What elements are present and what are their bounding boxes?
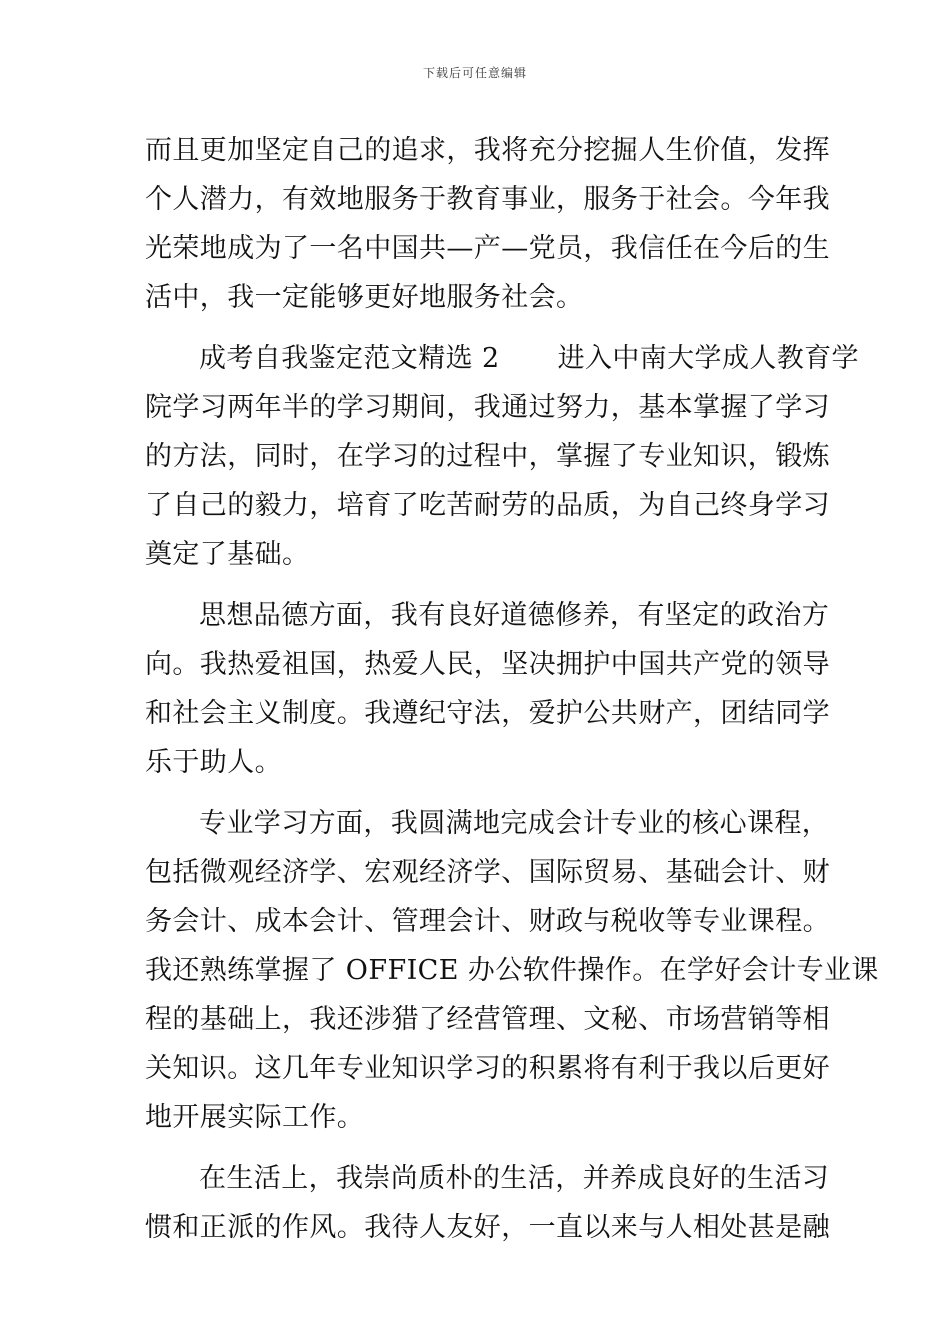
paragraph-5 bbox=[145, 1154, 830, 1252]
text-line: 惯和正派的作风。我待人友好，一直以来与人相处甚是融 bbox=[145, 1212, 830, 1243]
paragraph-1 bbox=[145, 126, 830, 322]
paragraph-2 bbox=[145, 334, 859, 579]
text-line: 专业学习方面，我圆满地完成会计专业的核心课程， bbox=[199, 808, 830, 839]
text-line: 向。我热爱祖国，热爱人民，坚决拥护中国共产党的领导 bbox=[145, 649, 830, 680]
text-line: 奠定了基础。 bbox=[145, 539, 310, 570]
text-line: 我还熟练掌握了 OFFICE 办公软件操作。在学好会计专业课 bbox=[145, 955, 879, 986]
paragraph-3 bbox=[145, 591, 830, 787]
text-line: 了自己的毅力，培育了吃苦耐劳的品质，为自己终身学习 bbox=[145, 490, 830, 521]
section-heading: 成考自我鉴定范文精选 2 bbox=[199, 343, 500, 374]
text-line: 个人潜力，有效地服务于教育事业，服务于社会。今年我 bbox=[145, 184, 830, 215]
text-line: 院学习两年半的学习期间，我通过努力，基本掌握了学习 bbox=[145, 392, 830, 423]
text-line bbox=[145, 334, 859, 383]
text-line: 关知识。这几年专业知识学习的积累将有利于我以后更好 bbox=[145, 1053, 830, 1084]
text-line: 而且更加坚定自己的追求，我将充分挖掘人生价值，发挥 bbox=[145, 135, 830, 166]
text-line: 活中，我一定能够更好地服务社会。 bbox=[145, 282, 584, 313]
text-line: 在生活上，我崇尚质朴的生活，并养成良好的生活习 bbox=[199, 1163, 830, 1194]
document-body bbox=[145, 126, 879, 1252]
text-line: 包括微观经济学、宏观经济学、国际贸易、基础会计、财 bbox=[145, 857, 830, 888]
text-line: 思想品德方面，我有良好道德修养，有坚定的政治方 bbox=[199, 600, 830, 631]
page-header: 下载后可任意编辑 bbox=[422, 66, 527, 80]
text-line: 乐于助人。 bbox=[145, 747, 282, 778]
text-line: 程的基础上，我还涉猎了经营管理、文秘、市场营销等相 bbox=[145, 1004, 830, 1035]
text-line: 地开展实际工作。 bbox=[145, 1102, 365, 1133]
text-line: 和社会主义制度。我遵纪守法，爱护公共财产，团结同学 bbox=[145, 698, 830, 729]
paragraph-4 bbox=[145, 799, 879, 1142]
text-line: 的方法，同时，在学习的过程中，掌握了专业知识，锻炼 bbox=[145, 441, 830, 472]
text-line: 务会计、成本会计、管理会计、财政与税收等专业课程。 bbox=[145, 906, 830, 937]
text-line: 光荣地成为了一名中国共—产—党员，我信任在今后的生 bbox=[145, 233, 830, 264]
heading-line-rest: 进入中南大学成人教育学 bbox=[557, 343, 859, 374]
